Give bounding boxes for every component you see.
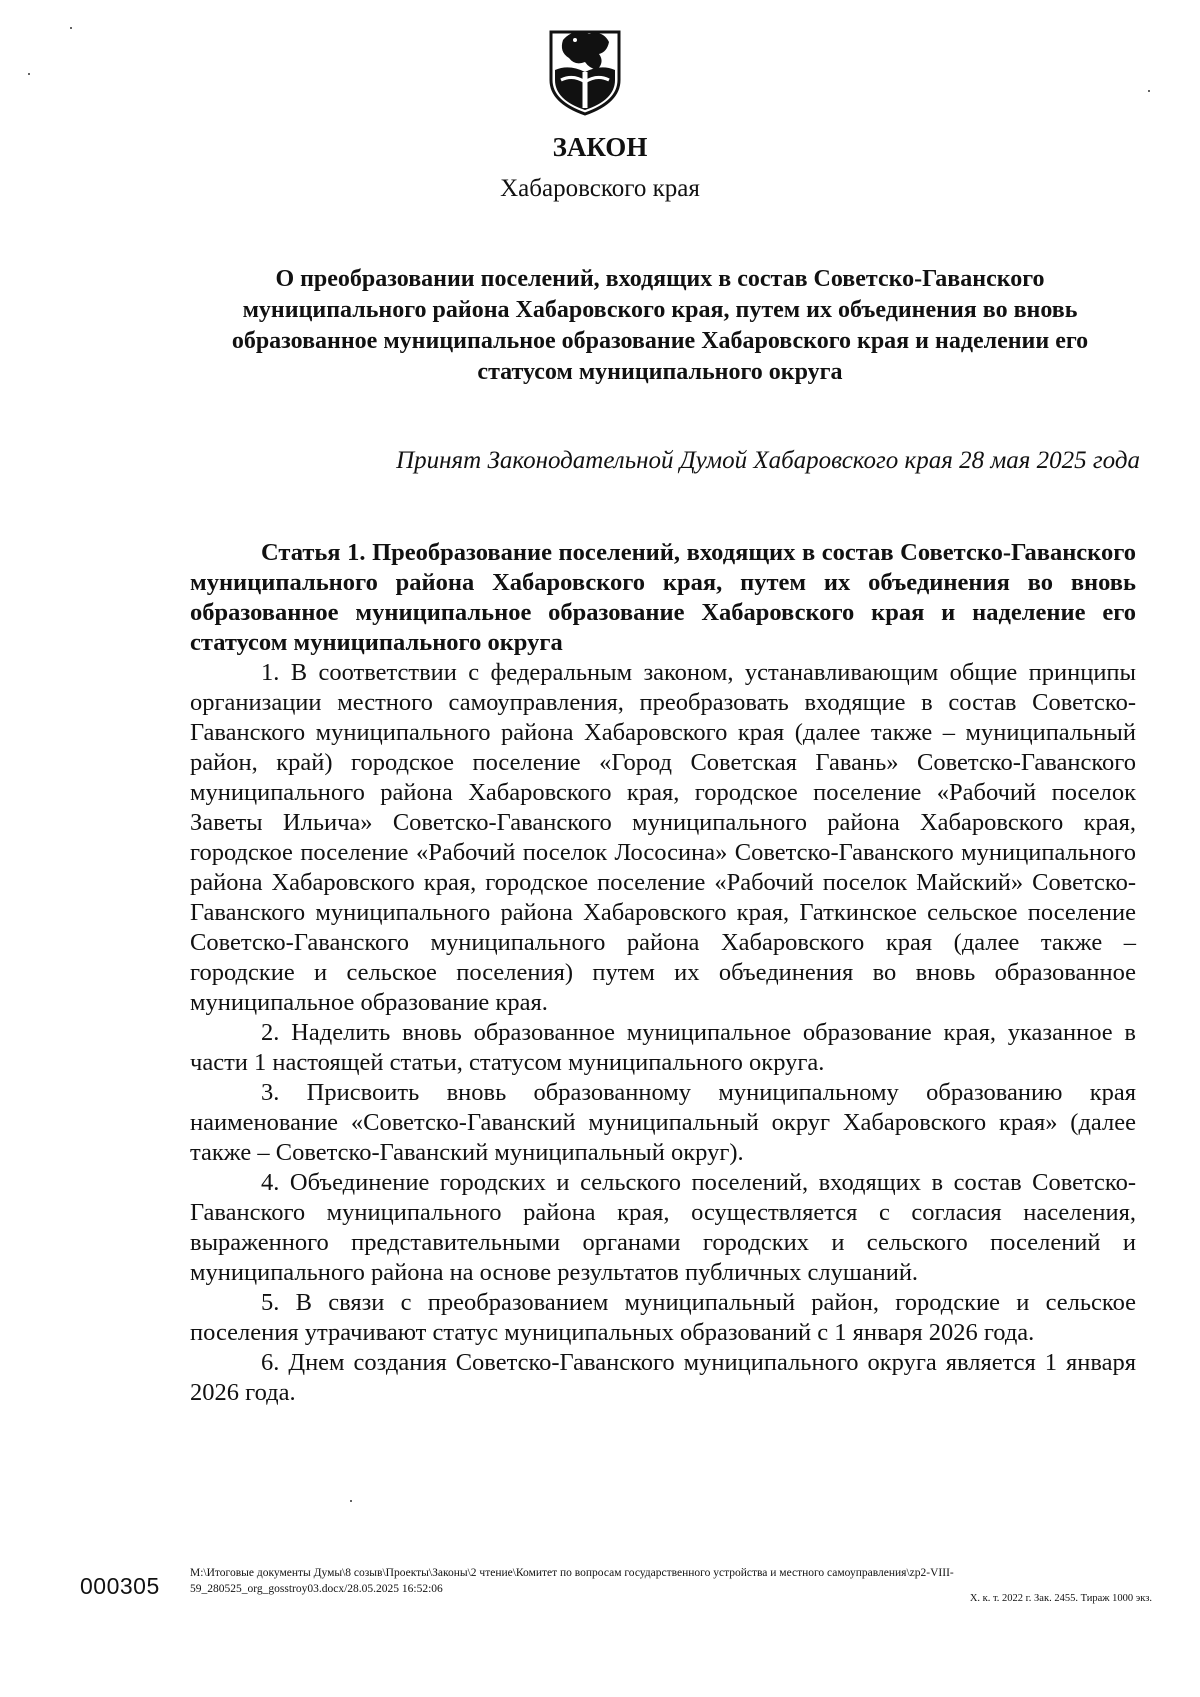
scan-speck — [1148, 90, 1150, 92]
adoption-line: Принят Законодательной Думой Хабаровского края 28 мая 2025 года — [396, 447, 1140, 474]
article-paragraph-6: 6. Днем создания Советско-Гаванского муниципального округа является 1 января 2026 года. — [190, 1349, 1136, 1406]
region-subtitle: Хабаровского края — [500, 175, 700, 202]
article-body — [190, 538, 1136, 1408]
print-info: Х. к. т. 2022 г. Зак. 2455. Тираж 1000 экз. — [969, 1593, 1152, 1604]
article-paragraph-1: 1. В соответствии с федеральным законом, устанавливающим общие принципы организации местного самоуправления, преобразовать входящие в состав Советско-Гаванского муниципального района Хабаровского края (далее также – муниципальный район, край) городское поселение «Город Советская Гавань» Советско-Гаванского муниципального района Хабаровского края, городское поселение «Рабочий поселок Заветы Ильича» Советско-Гаванского муниципального района Хабаровского края, городское поселение «Рабочий поселок Лососина» Советско-Гаванского муниципального района Хабаровского края, городское поселение «Рабочий поселок Майский» Советско-Гаванского муниципального района Хабаровского края, Гаткинское сельское поселение Советско-Гаванского муниципального района Хабаровского края (далее также – городские и сельское поселения) путем их объединения во вновь образованное муниципальное образование края. — [190, 659, 1136, 1016]
file-path: M:\Итоговые документы Думы\8 созыв\Проекты\Законы\2 чтение\Комитет по вопросам государственного устройства и местного самоуправления\zp2-VIII-59_280525_org_gosstroy03.docx/28.05.2025 16:52:06 — [190, 1567, 954, 1595]
scan-speck — [350, 1500, 352, 1502]
article-paragraph-5: 5. В связи с преобразованием муниципальный район, городские и сельское поселения утрачивают статус муниципальных образований с 1 января 2026 года. — [190, 1289, 1136, 1346]
scan-speck — [28, 73, 30, 75]
document-type-title: ЗАКОН — [552, 132, 648, 162]
article-paragraph-2: 2. Наделить вновь образованное муниципальное образование края, указанное в части 1 настоящей статьи, статусом муниципального округа. — [190, 1019, 1136, 1076]
law-title: О преобразовании поселений, входящих в состав Советско-Гаванского муниципального района Хабаровского края, путем их объединения во вновь образованное муниципальное образование Хабаровского края и наделении его статусом муниципального округа — [231, 266, 1089, 385]
article-paragraph-4: 4. Объединение городских и сельского поселений, входящих в состав Советско-Гаванского муниципального района края, осуществляется с согласия населения, выраженного представительными органами городских и сельского поселений и муниципального района на основе результатов публичных слушаний. — [190, 1169, 1136, 1286]
article-paragraph-3: 3. Присвоить вновь образованному муниципальному образованию края наименование «Советско-Гаванский муниципальный округ Хабаровского края» (далее также – Советско-Гаванский муниципальный округ). — [190, 1079, 1136, 1166]
article-title: Статья 1. Преобразование поселений, входящих в состав Советско-Гаванского муниципального района Хабаровского края, путем их объединения во вновь образованное муниципальное образование Хабаровского края и наделение его статусом муниципального округа — [190, 539, 1136, 656]
khabarovsk-coat-of-arms-icon — [545, 18, 625, 118]
document-number: 000305 — [80, 1573, 160, 1599]
scan-speck — [70, 27, 72, 29]
